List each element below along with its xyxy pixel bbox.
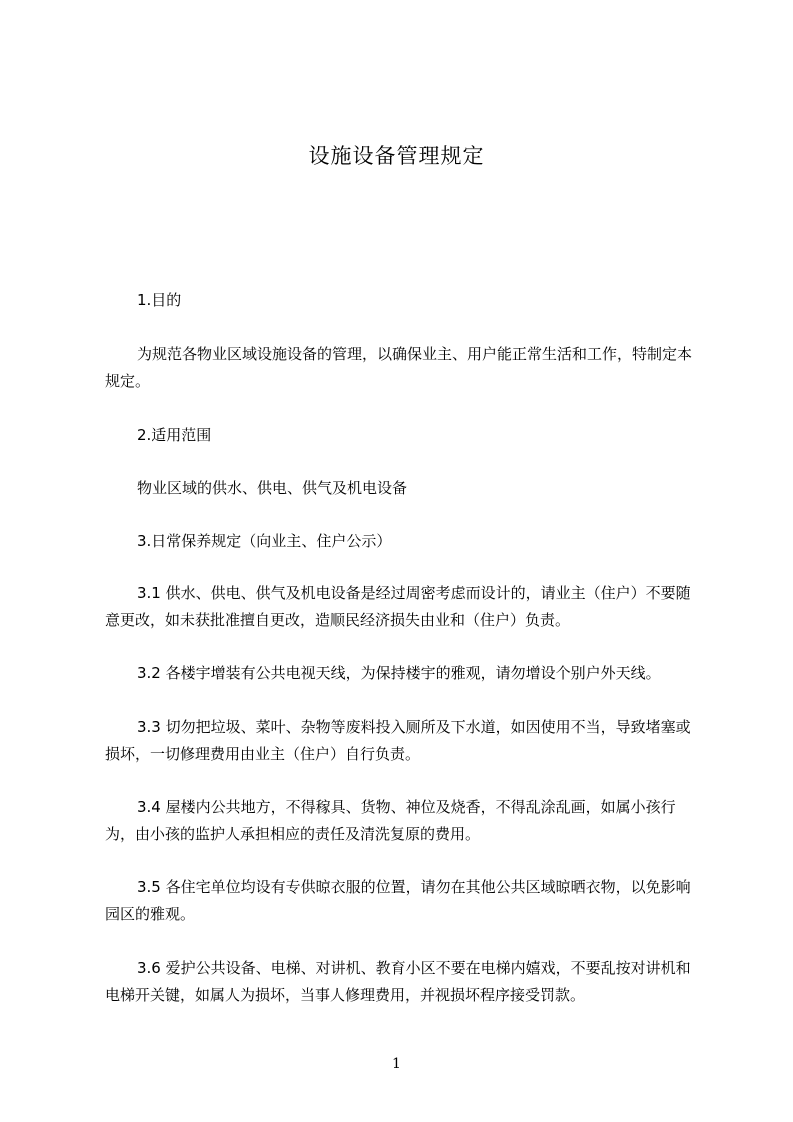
paragraph-3-3: 3.3 切勿把垃圾、菜叶、杂物等废料投入厕所及下水道，如因使用不当，导致堵塞或损坏，一切修理费用由业主（住户）自行负责。 (105, 718, 691, 763)
section-heading-scope: 2.适用范围 (137, 426, 212, 444)
document-title: 设施设备管理规定 (308, 144, 485, 168)
paragraph-3-6: 3.6 爱护公共设备、电梯、对讲机、教育小区不要在电梯内嬉戏，不要乱按对讲机和电梯开关键，如属人为损坏，当事人修理费用，并视损坏程序接受罚款。 (105, 959, 691, 1004)
section-heading-purpose: 1.目的 (137, 291, 182, 309)
page-number: 1 (392, 1056, 401, 1072)
paragraph-3-4: 3.4 屋楼内公共地方，不得稼具、货物、神位及烧香，不得乱涂乱画，如属小孩行为，由小孩的监护人承担相应的责任及清洗复原的费用。 (105, 798, 676, 843)
paragraph-purpose: 为规范各物业区域设施设备的管理，以确保业主、用户能正常生活和工作，特制定本规定。 (105, 345, 693, 390)
section-heading-maintenance: 3.日常保养规定（向业主、住户公示） (137, 532, 392, 550)
paragraph-3-1: 3.1 供水、供电、供气及机电设备是经过周密考虑而设计的，请业主（住户）不要随意更改，如未获批准擅自更改，造顺民经济损失由业和（住户）负责。 (105, 584, 691, 629)
paragraph-3-5: 3.5 各住宅单位均设有专供晾衣服的位置，请勿在其他公共区域晾晒衣物，以免影响园区的雅观。 (105, 878, 691, 923)
paragraph-3-2: 3.2 各楼宇增装有公共电视天线，为保持楼宇的雅观，请勿增设个别户外天线。 (137, 664, 661, 682)
paragraph-scope: 物业区域的供水、供电、供气及机电设备 (137, 479, 408, 497)
